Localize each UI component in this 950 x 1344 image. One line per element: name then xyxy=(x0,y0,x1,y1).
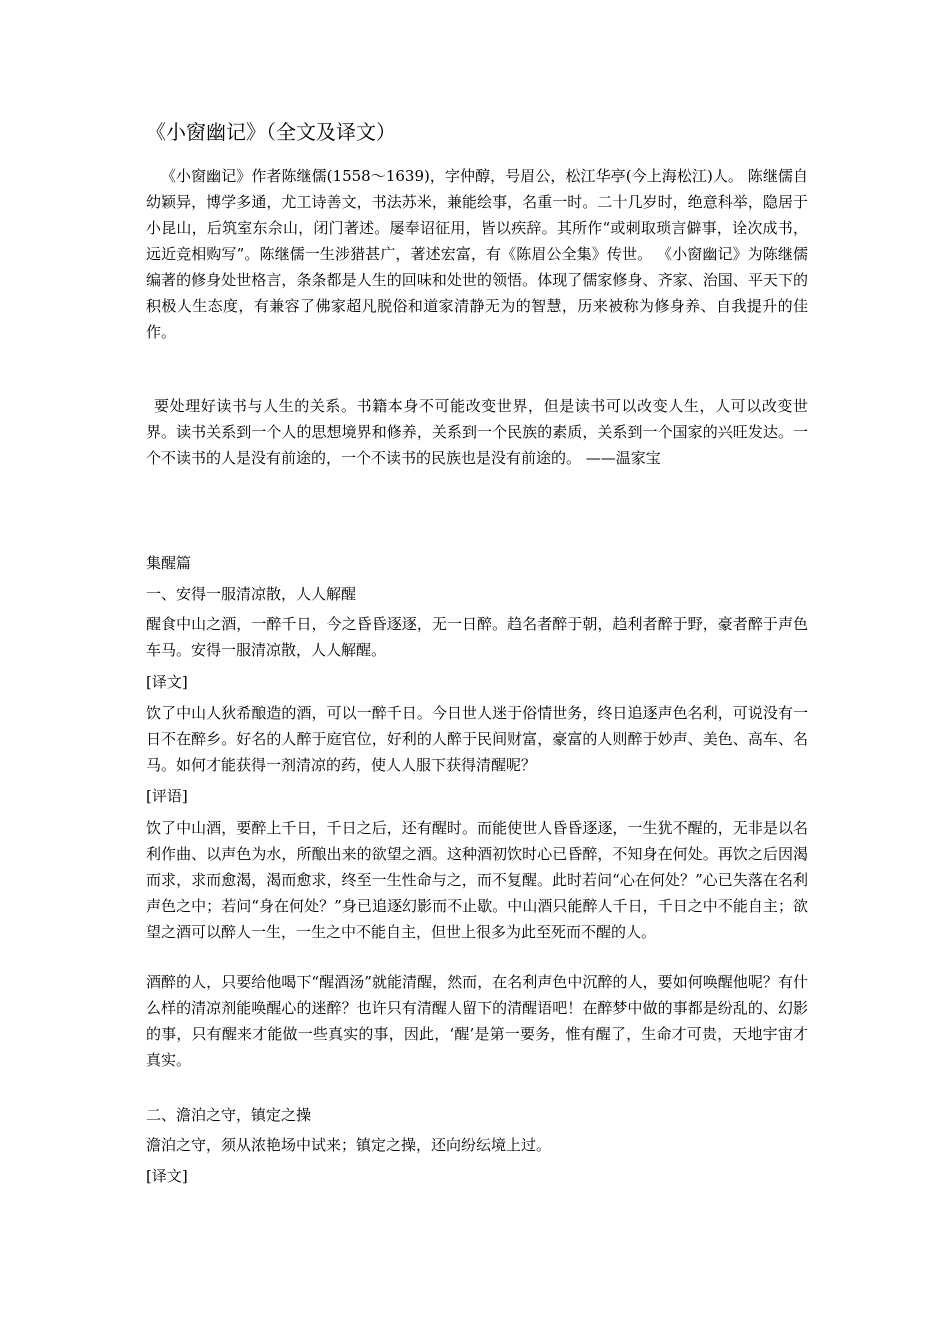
item-2-original-text: 澹泊之守，须从浓艳场中试来；镇定之操，还向纷纭境上过。 xyxy=(146,1136,552,1154)
intro-paragraph: 《小窗幽记》作者陈继儒(1558～1639)，字仲醇，号眉公，松江华亭(今上海松江)人。 陈继儒自幼颖异，博学多通，尤工诗善文，书法苏米，兼能绘事，名重一时。二十几岁时，绝意科举，隐居于小昆山，后筑室东佘山，闭门著述。屡奉诏征用，皆以疾辞。其所作“或刺取琐言僻事，诠次成书，远近竞相购写”。陈继儒一生涉猎甚广，著述宏富，有《陈眉公全集》传世。 《小窗幽记》为陈继儒编著的修身处世格言，条条都是人生的回味和处世的领悟。体现了儒家修身、齐家、治国、平天下的积极人生态度，有兼容了佛家超凡脱俗和道家清静无为的智慧，历来被称为修身养、自我提升的佳作。 xyxy=(146,167,808,341)
item-1-comment-label: [评语] xyxy=(146,787,188,805)
document-title: 《小窗幽记》（全文及译文） xyxy=(146,120,396,144)
item-2-translation-label: [译文] xyxy=(146,1167,188,1185)
item-1-comment-paragraph-1: 饮了中山酒，要醉上千日，千日之后，还有醒时。而能使世人昏昏逐逐，一生犹不醒的，无非是以名利作曲、以声色为水，所酿出来的欲望之酒。这种酒初饮时心已昏醉，不知身在何处。再饮之后因渴而求，求而愈渴，渴而愈求，终至一生性命与之，而不复醒。此时若问“心在何处？”心已失落在名利声色之中；若问“身在何处？”身已追逐幻影而不止歇。中山酒只能醉人千日，千日之中不能自主；欲望之酒可以醉人一生，一生之中不能自主，但世上很多为此至死而不醒的人。 xyxy=(146,819,808,941)
item-2-heading: 二、澹泊之守，镇定之操 xyxy=(146,1106,312,1124)
item-1-original-text: 醒食中山之酒，一醉千日，今之昏昏逐逐，无一日醉。趋名者醉于朝，趋利者醉于野，豪者醉于声色车马。安得一服清凉散，人人解醒。 xyxy=(146,615,808,659)
section-heading: 集醒篇 xyxy=(146,554,192,572)
item-1-translation-text: 饮了中山人狄希酿造的酒，可以一醉千日。今日世人迷于俗情世务，终日追逐声色名利，可说没有一日不在醉乡。好名的人醉于庭官位，好利的人醉于民间财富，豪富的人则醉于妙声、美色、高车、名马。如何才能获得一剂清凉的药，使人人服下获得清醒呢？ xyxy=(146,704,808,774)
quote-paragraph: 要处理好读书与人生的关系。书籍本身不可能改变世界，但是读书可以改变人生，人可以改变世界。读书关系到一个人的思想境界和修养，关系到一个民族的素质，关系到一个国家的兴旺发达。一个不读书的人是没有前途的，一个不读书的民族也是没有前途的。 ——温家宝 xyxy=(146,397,808,467)
item-1-comment-paragraph-2: 酒醉的人，只要给他喝下“醒酒汤”就能清醒，然而，在名利声色中沉醉的人，要如何唤醒他呢？有什么样的清凉剂能唤醒心的迷醉？也许只有清醒人留下的清醒语吧！在醉梦中做的事都是纷乱的、幻影的事，只有醒来才能做一些真实的事，因此，‘醒’是第一要务，惟有醒了，生命才可贵，天地宇宙才真实。 xyxy=(146,973,808,1069)
item-1-translation-label: [译文] xyxy=(146,673,188,691)
item-1-heading: 一、安得一服清凉散，人人解醒 xyxy=(146,585,357,603)
